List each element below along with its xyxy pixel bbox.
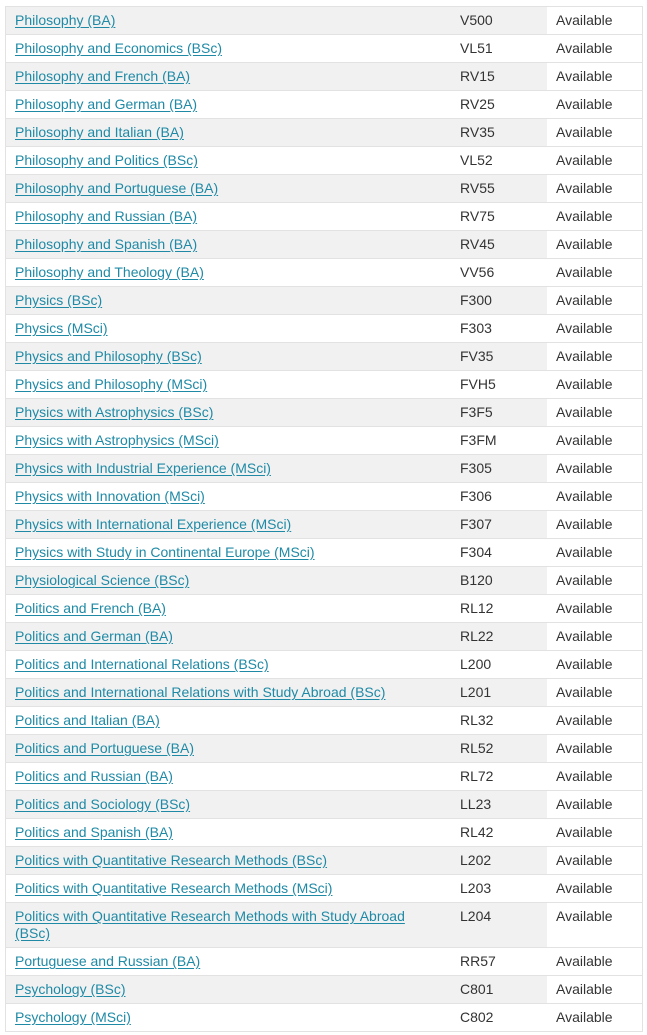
availability-cell: Available [547,315,643,343]
course-code-cell: C801 [451,976,547,1004]
availability-cell: Available [547,875,643,903]
table-row [6,875,643,903]
availability-cell: Available [547,567,643,595]
course-code-cell: B120 [451,567,547,595]
course-link[interactable]: Philosophy and French (BA) [15,68,191,84]
availability-cell: Available [547,399,643,427]
course-link[interactable]: Physics with Astrophysics (MSci) [15,432,219,448]
course-link[interactable]: Physics with Study in Continental Europe (MSci) [15,544,315,560]
course-link[interactable]: Politics and French (BA) [15,600,166,616]
table-row [6,231,643,259]
availability-cell: Available [547,651,643,679]
course-link[interactable]: Psychology (BSc) [15,981,126,997]
course-link[interactable]: Philosophy and German (BA) [15,96,198,112]
course-link[interactable]: Politics with Quantitative Research Methods (MSci) [15,880,333,896]
course-link[interactable]: Physiological Science (BSc) [15,572,190,588]
course-name-cell [6,707,452,735]
course-code-cell: RV35 [451,119,547,147]
course-name-cell [6,35,452,63]
availability-cell: Available [547,735,643,763]
table-row [6,567,643,595]
course-code-cell: C802 [451,1004,547,1032]
course-name-cell [6,371,452,399]
course-link[interactable]: Philosophy and Theology (BA) [15,264,204,280]
course-code-cell: VL52 [451,147,547,175]
course-code-cell: RL12 [451,595,547,623]
availability-cell: Available [547,371,643,399]
course-name-cell [6,735,452,763]
course-name-cell [6,539,452,567]
availability-cell: Available [547,7,643,35]
course-code-cell: F304 [451,539,547,567]
availability-cell: Available [547,427,643,455]
table-row [6,119,643,147]
course-link[interactable]: Politics and Italian (BA) [15,712,160,728]
course-name-cell [6,567,452,595]
course-name-cell [6,63,452,91]
table-row [6,847,643,875]
table-row [6,651,643,679]
course-code-cell: RL22 [451,623,547,651]
course-name-cell [6,259,452,287]
course-link[interactable]: Politics and International Relations with Study Abroad (BSc) [15,684,386,700]
course-link[interactable]: Philosophy (BA) [15,12,116,28]
course-code-cell: FVH5 [451,371,547,399]
availability-cell: Available [547,1004,643,1032]
course-code-cell: VV56 [451,259,547,287]
course-name-cell [6,399,452,427]
table-row [6,679,643,707]
course-link[interactable]: Physics with Astrophysics (BSc) [15,404,214,420]
table-row [6,287,643,315]
availability-cell: Available [547,539,643,567]
course-link[interactable]: Politics and Spanish (BA) [15,824,173,840]
availability-cell: Available [547,63,643,91]
course-name-cell [6,287,452,315]
course-name-cell [6,1004,452,1032]
course-link[interactable]: Politics and Portuguese (BA) [15,740,194,756]
course-code-cell: F303 [451,315,547,343]
course-name-cell [6,791,452,819]
course-link[interactable]: Philosophy and Politics (BSc) [15,152,198,168]
availability-cell: Available [547,147,643,175]
table-row [6,735,643,763]
availability-cell: Available [547,119,643,147]
course-link[interactable]: Physics with Industrial Experience (MSci) [15,460,271,476]
table-row [6,203,643,231]
course-code-cell: RR57 [451,948,547,976]
table-row [6,259,643,287]
course-table [5,6,643,1032]
availability-cell: Available [547,903,643,948]
table-row [6,399,643,427]
availability-cell: Available [547,231,643,259]
course-link[interactable]: Philosophy and Italian (BA) [15,124,184,140]
availability-cell: Available [547,595,643,623]
table-row [6,427,643,455]
table-row [6,976,643,1004]
table-row [6,511,643,539]
course-code-cell: RV55 [451,175,547,203]
table-row [6,763,643,791]
table-row [6,175,643,203]
table-row [6,455,643,483]
course-name-cell [6,763,452,791]
course-name-cell [6,679,452,707]
course-code-cell: RV45 [451,231,547,259]
course-link[interactable]: Physics with International Experience (MSci) [15,516,292,532]
availability-cell: Available [547,948,643,976]
course-name-cell [6,483,452,511]
course-link[interactable]: Politics with Quantitative Research Methods (BSc) [15,852,328,868]
course-name-cell [6,875,452,903]
course-link[interactable]: Politics and German (BA) [15,628,173,644]
course-name-cell [6,819,452,847]
course-name-cell [6,651,452,679]
table-row [6,91,643,119]
course-code-cell: L202 [451,847,547,875]
course-code-cell: RV15 [451,63,547,91]
table-row [6,35,643,63]
course-name-cell [6,948,452,976]
availability-cell: Available [547,483,643,511]
table-row [6,948,643,976]
course-name-cell [6,976,452,1004]
course-name-cell [6,903,452,948]
table-row [6,147,643,175]
course-name-cell [6,147,452,175]
course-name-cell [6,119,452,147]
availability-cell: Available [547,976,643,1004]
course-code-cell: F300 [451,287,547,315]
table-row [6,371,643,399]
course-code-cell: F307 [451,511,547,539]
course-code-cell: F305 [451,455,547,483]
course-name-cell [6,91,452,119]
availability-cell: Available [547,763,643,791]
course-code-cell: LL23 [451,791,547,819]
table-row [6,343,643,371]
availability-cell: Available [547,91,643,119]
table-row [6,707,643,735]
table-row [6,539,643,567]
table-row [6,791,643,819]
course-link[interactable]: Psychology (MSci) [15,1009,131,1025]
course-code-cell: F306 [451,483,547,511]
availability-cell: Available [547,343,643,371]
availability-cell: Available [547,679,643,707]
table-row [6,483,643,511]
course-code-cell: F3FM [451,427,547,455]
course-name-cell [6,847,452,875]
course-code-cell: RV25 [451,91,547,119]
course-name-cell [6,315,452,343]
course-name-cell [6,623,452,651]
course-link[interactable]: Philosophy and Spanish (BA) [15,236,198,252]
course-code-cell: RL32 [451,707,547,735]
course-link[interactable]: Portuguese and Russian (BA) [15,953,201,969]
course-code-cell: RL52 [451,735,547,763]
table-row [6,63,643,91]
table-row [6,7,643,35]
course-code-cell: F3F5 [451,399,547,427]
table-row [6,315,643,343]
table-row [6,623,643,651]
course-code-cell: L201 [451,679,547,707]
course-code-cell: V500 [451,7,547,35]
availability-cell: Available [547,203,643,231]
course-name-cell [6,511,452,539]
course-name-cell [6,175,452,203]
course-code-cell: L203 [451,875,547,903]
availability-cell: Available [547,259,643,287]
course-code-cell: L200 [451,651,547,679]
course-link[interactable]: Philosophy and Russian (BA) [15,208,198,224]
course-link[interactable]: Physics and Philosophy (BSc) [15,348,202,364]
course-name-cell [6,455,452,483]
table-row [6,903,643,948]
course-code-cell: VL51 [451,35,547,63]
course-link[interactable]: Philosophy and Portuguese (BA) [15,180,219,196]
availability-cell: Available [547,623,643,651]
course-link[interactable]: Philosophy and Economics (BSc) [15,40,222,56]
course-name-cell [6,595,452,623]
table-row [6,595,643,623]
course-name-cell [6,231,452,259]
course-link[interactable]: Politics with Quantitative Research Methods with Study Abroad (BSc) [15,908,405,941]
course-code-cell: RL72 [451,763,547,791]
availability-cell: Available [547,791,643,819]
course-link[interactable]: Physics (BSc) [15,292,103,308]
availability-cell: Available [547,175,643,203]
course-link[interactable]: Physics with Innovation (MSci) [15,488,205,504]
course-code-cell: FV35 [451,343,547,371]
course-link[interactable]: Politics and Russian (BA) [15,768,173,784]
availability-cell: Available [547,287,643,315]
course-name-cell [6,427,452,455]
table-row [6,819,643,847]
availability-cell: Available [547,847,643,875]
availability-cell: Available [547,707,643,735]
course-name-cell [6,203,452,231]
course-link[interactable]: Politics and International Relations (BSc) [15,656,269,672]
availability-cell: Available [547,455,643,483]
course-table-body [6,7,643,1032]
course-link[interactable]: Politics and Sociology (BSc) [15,796,191,812]
course-link[interactable]: Physics (MSci) [15,320,108,336]
availability-cell: Available [547,511,643,539]
course-code-cell: RV75 [451,203,547,231]
course-name-cell [6,7,452,35]
availability-cell: Available [547,35,643,63]
course-code-cell: L204 [451,903,547,948]
course-link[interactable]: Physics and Philosophy (MSci) [15,376,208,392]
course-code-cell: RL42 [451,819,547,847]
table-row [6,1004,643,1032]
availability-cell: Available [547,819,643,847]
course-name-cell [6,343,452,371]
